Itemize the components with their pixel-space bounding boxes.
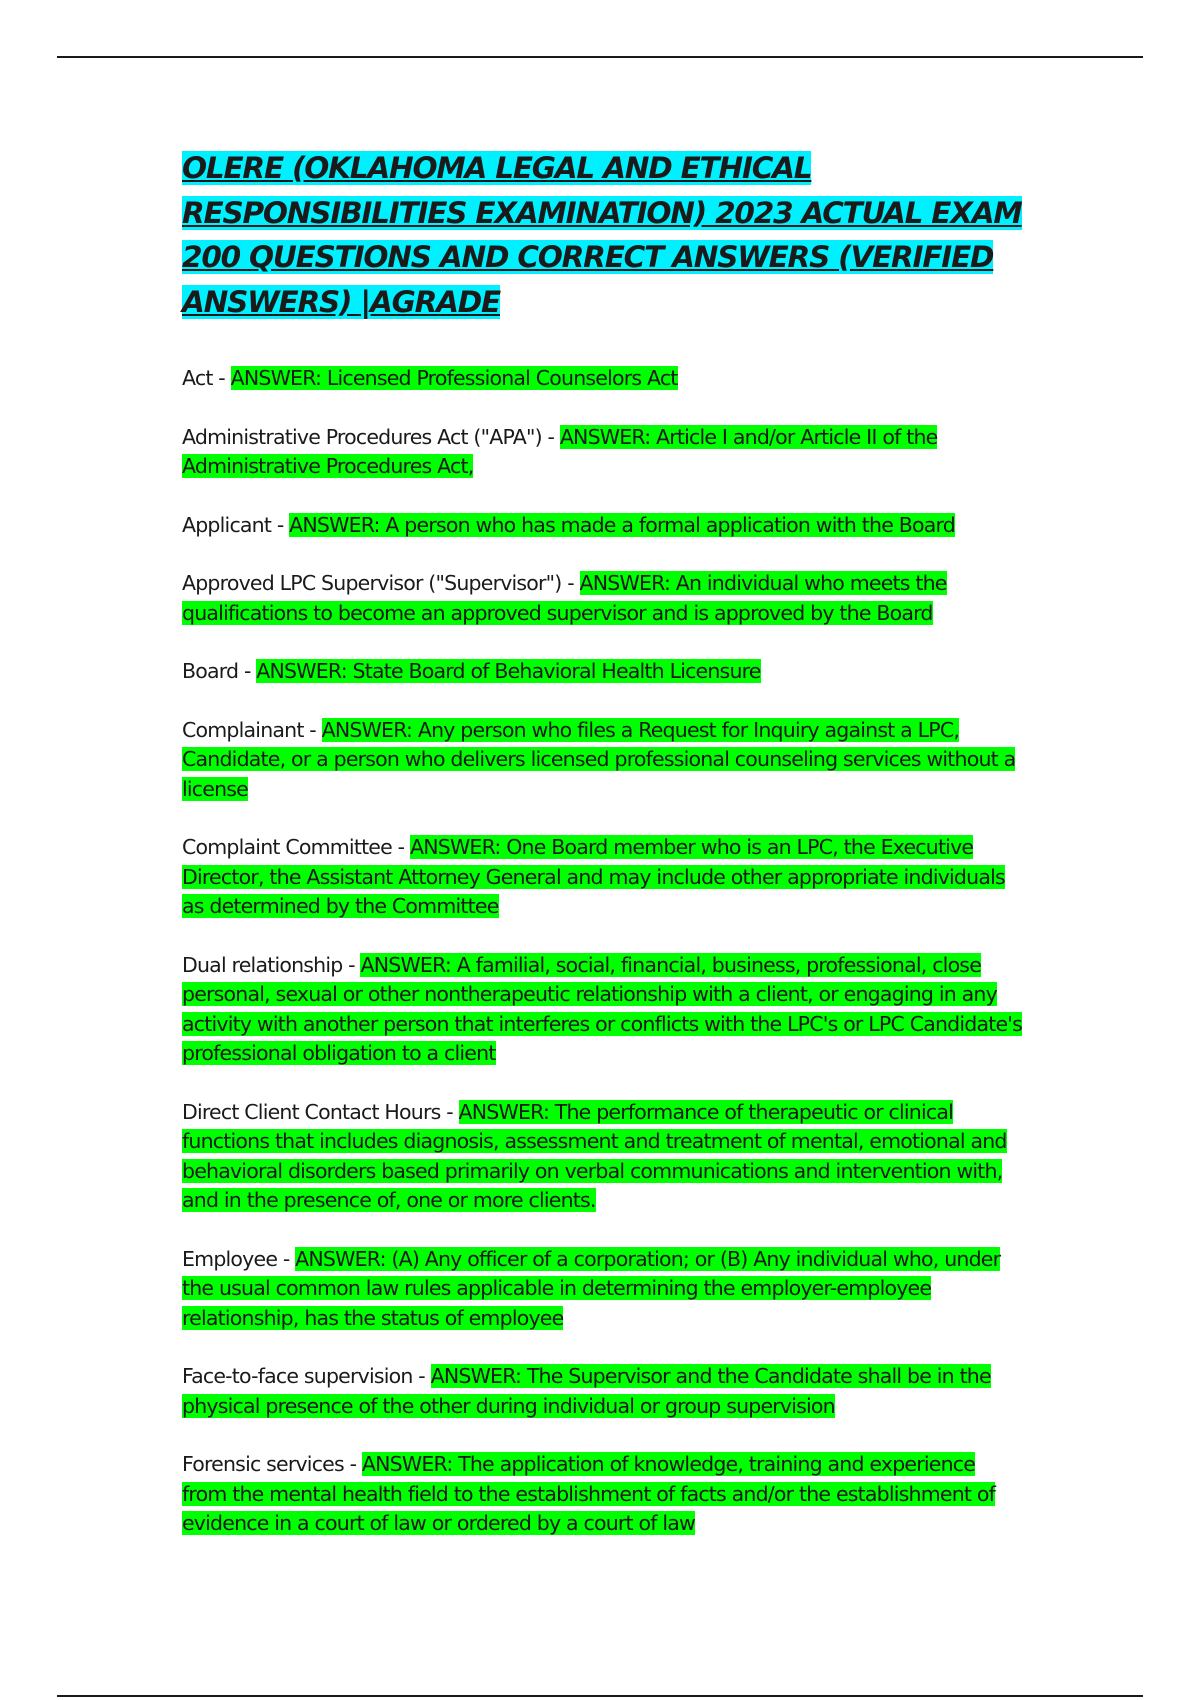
term-entry [182, 1362, 1022, 1421]
document-title-text: OLERE (OKLAHOMA LEGAL AND ETHICAL RESPONSIBILITIES EXAMINATION) 2023 ACTUAL EXAM 200 QUESTIONS AND CORRECT ANSWERS (VERIFIED ANSWERS) |AGRADE [182, 151, 1022, 319]
term-separator: - [440, 1099, 459, 1124]
document-body [182, 146, 1022, 1568]
term-entry [182, 1098, 1022, 1216]
term-separator: - [412, 1364, 431, 1388]
term-name: Face-to-face supervision [182, 1364, 413, 1388]
term-name: Dual relationship [182, 952, 343, 977]
term-answer: ANSWER: Article I and/or Article II of the Administrative Procedures Act, [182, 424, 938, 478]
term-separator: - [343, 1452, 362, 1476]
term-answer: ANSWER: One Board member who is an LPC, the Executive Director, the Assistant Attorney General and may include other appropriate individuals as determined by the Committee [182, 835, 1005, 918]
term-name: Employee [182, 1246, 278, 1271]
term-answer: ANSWER: Licensed Professional Counselors Act [230, 366, 678, 390]
term-name: Administrative Procedures Act ("APA") [182, 424, 542, 449]
term-entry [182, 364, 1022, 394]
term-answer: ANSWER: Any person who files a Request for Inquiry against a LPC, Candidate, or a person who delivers licensed professional counseling services without a license [182, 717, 1016, 801]
term-answer: ANSWER: (A) Any officer of a corporation; or (B) Any individual who, under the usual common law rules applicable in determining the employer-employee relationship, has the status of employee [182, 1246, 1001, 1330]
term-entry [182, 569, 1022, 628]
term-name: Approved LPC Supervisor ("Supervisor") [182, 571, 562, 595]
term-name: Act [182, 366, 213, 390]
term-answer: ANSWER: A familial, social, financial, business, professional, close personal, sexual or other nontherapeutic relationship with a client, or engaging in any activity with another person that interferes or conflicts with the LPC's or LPC Candidate's professional obligation to a client [182, 952, 1023, 1065]
term-entry [182, 423, 1022, 482]
term-answer: ANSWER: State Board of Behavioral Health Licensure [256, 659, 761, 683]
term-entry [182, 951, 1022, 1069]
term-name: Board [182, 659, 239, 683]
document-title [182, 146, 1022, 324]
term-answer: ANSWER: The performance of therapeutic or clinical functions that includes diagnosis, assessment and treatment of mental, emotional and behavioral disorders based primarily on verbal communications and intervention with, and in the presence of, one or more clients. [182, 1099, 1007, 1212]
term-entry [182, 716, 1022, 805]
term-separator: - [238, 659, 257, 683]
term-entry [182, 1245, 1022, 1334]
term-name: Direct Client Contact Hours [182, 1099, 441, 1124]
term-entry [182, 1450, 1022, 1539]
term-separator: - [342, 952, 361, 977]
term-name: Applicant [182, 512, 272, 537]
term-separator: - [212, 366, 231, 390]
term-entry [182, 511, 1022, 541]
term-list [182, 364, 1022, 1539]
term-separator: - [277, 1246, 296, 1271]
term-separator: - [561, 571, 580, 595]
term-name: Complainant [182, 717, 304, 742]
term-entry [182, 833, 1022, 922]
term-name: Complaint Committee [182, 835, 392, 859]
term-name: Forensic services [182, 1452, 344, 1476]
term-entry [182, 657, 1022, 687]
term-answer: ANSWER: The Supervisor and the Candidate shall be in the physical presence of the other during individual or group supervision [182, 1364, 991, 1418]
term-answer: ANSWER: An individual who meets the qualifications to become an approved supervisor and is approved by the Board [182, 571, 947, 625]
header-rule [57, 56, 1143, 58]
term-separator: - [271, 512, 290, 537]
term-answer: ANSWER: The application of knowledge, training and experience from the mental health field to the establishment of facts and/or the establishment of evidence in a court of law or ordered by a court of law [182, 1452, 996, 1535]
footer-rule [57, 1695, 1143, 1697]
term-separator: - [391, 835, 410, 859]
term-answer: ANSWER: A person who has made a formal application with the Board [289, 512, 956, 537]
term-separator: - [541, 424, 560, 449]
term-separator: - [303, 717, 322, 742]
